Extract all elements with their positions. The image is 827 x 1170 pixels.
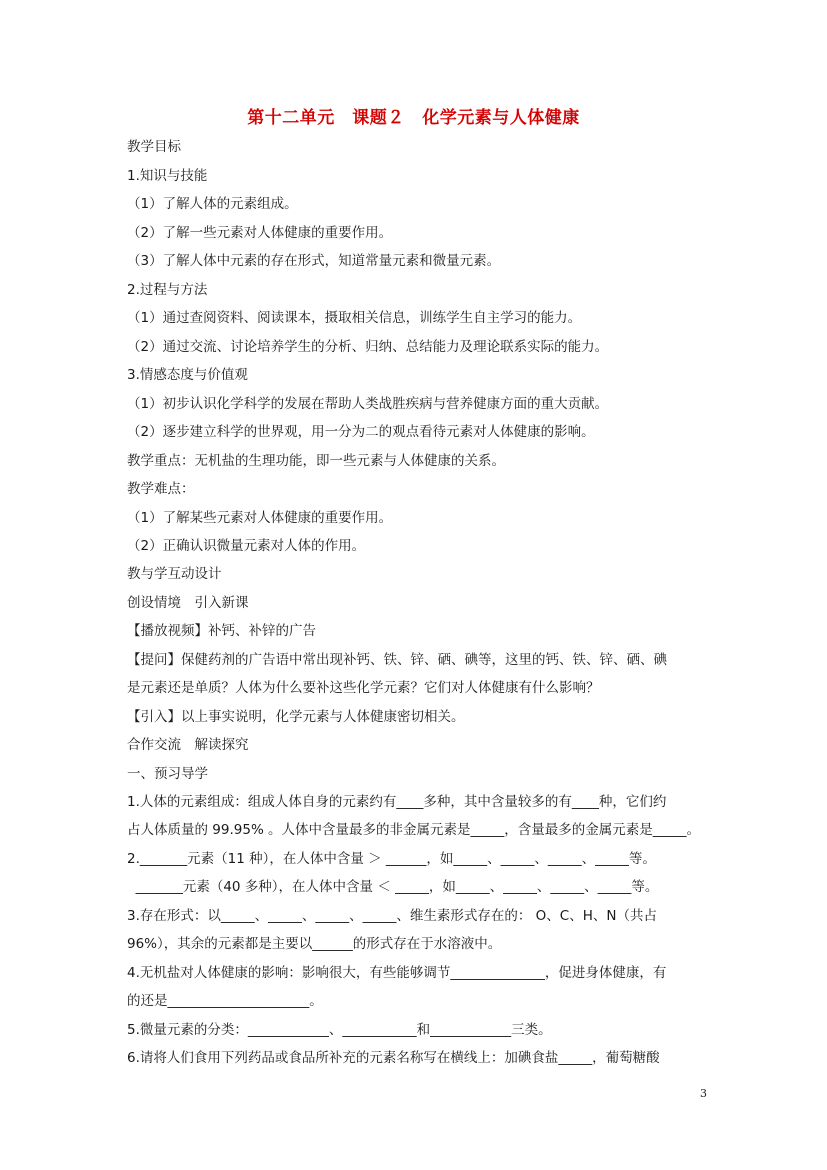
lesson-title: 第十二单元 课题２ 化学元素与人体健康 xyxy=(247,108,580,128)
text-line: （2）通过交流、讨论培养学生的分析、归纳、总结能力及理论联系实际的能力。 xyxy=(127,339,609,355)
text-line: 【引入】以上事实说明，化学元素与人体健康密切相关。 xyxy=(127,709,465,725)
text-line: 【提问】保健药剂的广告语中常出现补钙、铁、锌、硒、碘等，这里的钙、铁、锌、硒、碘 xyxy=(127,652,667,668)
text-line: 96%），其余的元素都是主要以______的形式存在于水溶液中。 xyxy=(127,936,502,952)
text-line: 教与学互动设计 xyxy=(127,566,222,582)
text-line: （1）通过查阅资料、阅读课本，摄取相关信息，训练学生自主学习的能力。 xyxy=(127,310,582,326)
text-line: 是元素还是单质？人体为什么要补这些化学元素？它们对人体健康有什么影响？ xyxy=(127,680,600,696)
text-line: 一、预习导学 xyxy=(127,766,208,782)
text-line: （1）了解某些元素对人体健康的重要作用。 xyxy=(127,510,393,526)
text-line: 创设情境 引入新课 xyxy=(127,595,249,611)
text-line: （3）了解人体中元素的存在形式，知道常量元素和微量元素。 xyxy=(127,253,501,269)
text-line: （2）了解一些元素对人体健康的重要作用。 xyxy=(127,225,393,241)
page-number: 3 xyxy=(700,1087,707,1100)
text-line: 占人体质量的 99.95% 。人体中含量最多的非金属元素是_____，含量最多的金属元素是_____。 xyxy=(127,822,701,838)
text-line: 合作交流 解读探究 xyxy=(127,737,249,753)
text-line: _______元素（40 多种），在人体中含量 ＜ _____，如_____、_____、_____、_____等。 xyxy=(127,879,659,895)
text-line: 5.微量元素的分类：____________、___________和____________三类。 xyxy=(127,1022,552,1038)
text-line: 教学目标 xyxy=(127,139,181,155)
text-line: 【播放视频】补钙、补锌的广告 xyxy=(127,623,316,639)
text-line: 1.人体的元素组成：组成人体自身的元素约有____多种，其中含量较多的有____种，它们约 xyxy=(127,794,667,810)
text-line: 教学难点： xyxy=(127,481,195,497)
text-line: 教学重点：无机盐的生理功能，即一些元素与人体健康的关系。 xyxy=(127,453,505,469)
text-line: （2）正确认识微量元素对人体的作用。 xyxy=(127,538,366,554)
text-line: （2）逐步建立科学的世界观，用一分为二的观点看待元素对人体健康的影响。 xyxy=(127,424,595,440)
text-line: 1.知识与技能 xyxy=(127,168,208,184)
text-line: 4.无机盐对人体健康的影响：影响很大，有些能够调节______________，促进身体健康，有 xyxy=(127,965,667,981)
text-line: 2._______元素（11 种），在人体中含量 ＞ ______，如_____、_____、_____、_____等。 xyxy=(127,851,656,867)
text-line: （1）了解人体的元素组成。 xyxy=(127,196,298,212)
text-line: （1）初步认识化学科学的发展在帮助人类战胜疾病与营养健康方面的重大贡献。 xyxy=(127,396,609,412)
text-line: 3.存在形式：以_____、_____、_____、_____、维生素形式存在的： O、C、H、N（共占 xyxy=(127,908,657,924)
text-line: 2.过程与方法 xyxy=(127,282,208,298)
text-line: 3.情感态度与价值观 xyxy=(127,367,248,383)
text-line: 6.请将人们食用下列药品或食品所补充的元素名称写在横线上：加碘食盐_____，葡萄糖酸 xyxy=(127,1050,660,1066)
text-line: 的还是_____________________。 xyxy=(127,993,323,1009)
